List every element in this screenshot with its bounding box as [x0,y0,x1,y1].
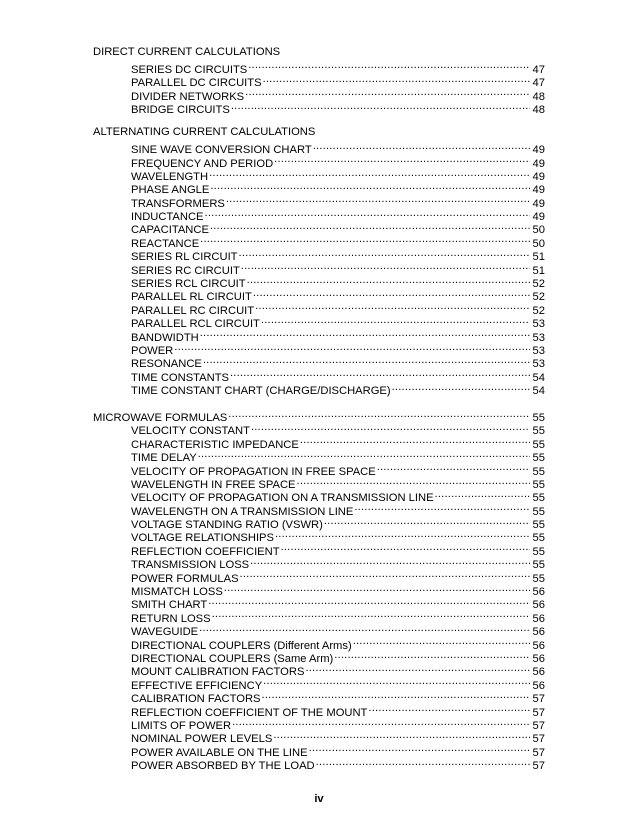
entry-label: SERIES RCL CIRCUIT [131,278,246,291]
dot-leader [261,314,530,327]
entry-page: 53 [532,358,545,371]
dot-leader [253,287,530,300]
toc-section-microwave [93,408,545,773]
entry-label: TRANSFORMERS [131,197,225,210]
entry-label: WAVELENGTH [131,170,209,183]
entry-page: 47 [532,63,545,76]
entry-label: POWER FORMULAS [131,572,239,585]
entry-label: SMITH CHART [131,599,208,612]
table-of-contents [93,46,545,773]
dot-leader [354,501,530,514]
entry-label: DIVIDER NETWORKS [131,90,245,103]
entry-page: 55 [532,505,545,518]
dot-leader [174,341,530,354]
entry-label: PARALLEL RCL CIRCUIT [131,318,260,331]
entry-label: VELOCITY OF PROPAGATION ON A TRANSMISSION LINE [131,492,434,505]
dot-leader [210,180,530,193]
entry-page: 56 [532,612,545,625]
dot-leader [392,381,530,394]
dot-leader [297,475,530,488]
dot-leader [232,716,530,729]
dot-leader [205,207,530,220]
entry-page: 55 [532,532,545,545]
entry-page: 55 [532,559,545,572]
dot-leader [300,434,530,447]
entry-label: BRIDGE CIRCUITS [131,103,230,116]
dot-leader [273,729,530,742]
entry-label: TIME CONSTANT CHART (CHARGE/DISCHARGE) [131,385,391,398]
entry-label: RETURN LOSS [131,612,211,625]
entry-label: INDUCTANCE [131,211,204,224]
entry-label: VOLTAGE RELATIONSHIPS [131,532,274,545]
entry-label: TRANSMISSION LOSS [131,559,250,572]
entry-page: 49 [532,144,545,157]
dot-leader [334,649,530,662]
entry-page: 47 [532,77,545,90]
entry-label: WAVELENGTH ON A TRANSMISSION LINE [131,505,354,518]
entry-label: VELOCITY OF PROPAGATION IN FREE SPACE [131,465,376,478]
entry-page: 56 [532,639,545,652]
entry-page: 49 [532,197,545,210]
entry-page: 55 [532,452,545,465]
entry-page: 49 [532,170,545,183]
entry-label: FREQUENCY AND PERIOD [131,157,274,170]
dot-leader [212,608,530,621]
entry-label: BANDWIDTH [131,331,199,344]
entry-label: REACTANCE [131,237,200,250]
entry-label: PARALLEL RC CIRCUIT [131,304,255,317]
entry-page: 57 [532,693,545,706]
toc-entry[interactable] [93,140,545,157]
dot-leader [281,541,530,554]
entry-page: 52 [532,291,545,304]
dot-leader [203,354,530,367]
entry-label: CAPACITANCE [131,224,209,237]
entry-label: PARALLEL DC CIRCUITS [131,77,262,90]
dot-leader [240,568,530,581]
dot-leader [209,167,530,180]
entry-page: 56 [532,626,545,639]
entry-label: REFLECTION COEFFICIENT OF THE MOUNT [131,706,368,719]
entry-page: 56 [532,599,545,612]
entry-page: 48 [532,103,545,116]
dot-leader [228,408,530,421]
dot-leader [313,140,530,153]
dot-leader [241,260,530,273]
entry-page: 48 [532,90,545,103]
entry-page: 49 [532,184,545,197]
dot-leader [208,595,530,608]
dot-leader [316,756,530,769]
entry-page: 56 [532,652,545,665]
entry-page: 57 [532,733,545,746]
entry-page: 50 [532,237,545,250]
entry-page: 55 [532,478,545,491]
entry-page: 52 [532,278,545,291]
entry-label: POWER AVAILABLE ON THE LINE [131,746,308,759]
entry-label: CHARACTERISTIC IMPEDANCE [131,438,299,451]
entry-page: 55 [532,519,545,532]
dot-leader [255,300,530,313]
entry-label: TIME CONSTANTS [131,371,229,384]
entry-label: DIRECTIONAL COUPLERS (Same Arm) [131,652,334,665]
dot-leader [305,662,530,675]
entry-page: 56 [532,586,545,599]
entry-page: 53 [532,318,545,331]
section-title: ALTERNATING CURRENT CALCULATIONS [93,126,316,139]
entry-page: 49 [532,211,545,224]
entry-page: 55 [532,572,545,585]
entry-label: MOUNT CALIBRATION FACTORS [131,666,305,679]
entry-label: VOLTAGE STANDING RATIO (VSWR) [131,519,323,532]
entry-label: EFFECTIVE EFFICIENCY [131,679,263,692]
toc-section-alternating-current [93,126,545,398]
dot-leader [251,421,530,434]
dot-leader [210,220,530,233]
entry-page: 49 [532,157,545,170]
entry-label: WAVELENGTH IN FREE SPACE [131,478,296,491]
entry-label: TIME DELAY [131,452,197,465]
entry-page: 57 [532,746,545,759]
entry-label: SINE WAVE CONVERSION CHART [131,144,312,157]
entry-label: SERIES RL CIRCUIT [131,251,238,264]
entry-page: 51 [532,251,545,264]
entry-page: 55 [532,425,545,438]
dot-leader [230,367,530,380]
dot-leader [239,247,530,260]
dot-leader [250,555,530,568]
entry-page: 55 [532,465,545,478]
dot-leader [248,59,530,72]
entry-label: SERIES RC CIRCUIT [131,264,240,277]
dot-leader [275,528,530,541]
entry-page: 57 [532,719,545,732]
entry-label: POWER ABSORBED BY THE LOAD [131,760,315,773]
entry-page: 57 [532,706,545,719]
dot-leader [200,233,530,246]
dot-leader [263,675,530,688]
toc-entry[interactable] [93,59,545,76]
section-title: DIRECT CURRENT CALCULATIONS [93,46,281,58]
entry-label: PARALLEL RL CIRCUIT [131,291,252,304]
entry-page: 54 [532,371,545,384]
dot-leader [353,635,530,648]
dot-leader [435,488,530,501]
entry-page: 53 [532,331,545,344]
entry-label: WAVEGUIDE [131,626,199,639]
toc-entry-heading[interactable] [93,408,545,424]
dot-leader [226,193,530,206]
entry-page: 56 [532,679,545,692]
entry-page: 55 [532,492,545,505]
toc-section-direct-current [93,46,545,116]
entry-label: RESONANCE [131,358,202,371]
entry-page: 52 [532,304,545,317]
dot-leader [231,100,530,113]
entry-page: 56 [532,666,545,679]
dot-leader [224,582,530,595]
entry-label: MISMATCH LOSS [131,586,223,599]
dot-leader [377,461,530,474]
dot-leader [263,73,530,86]
dot-leader [245,86,530,99]
entry-label: DIRECTIONAL COUPLERS (Different Arms) [131,639,352,652]
dot-leader [274,153,530,166]
entry-page: 54 [532,385,545,398]
entry-label: POWER [131,344,174,357]
entry-page: 55 [532,545,545,558]
entry-label: CALIBRATION FACTORS [131,693,261,706]
page-number: iv [314,793,324,805]
entry-label: LIMITS OF POWER [131,719,232,732]
dot-leader [247,274,530,287]
dot-leader [324,515,530,528]
entry-label: NOMINAL POWER LEVELS [131,733,273,746]
dot-leader [368,702,530,715]
dot-leader [198,448,530,461]
entry-page: 51 [532,264,545,277]
dot-leader [200,327,530,340]
entry-page: 53 [532,344,545,357]
entry-label: REFLECTION COEFFICIENT [131,545,280,558]
entry-label: PHASE ANGLE [131,184,210,197]
entry-page: 57 [532,760,545,773]
entry-label: VELOCITY CONSTANT [131,425,250,438]
entry-page: 50 [532,224,545,237]
dot-leader [262,689,530,702]
entry-label: SERIES DC CIRCUITS [131,63,248,76]
entry-page: 55 [532,411,545,424]
entry-page: 55 [532,438,545,451]
dot-leader [199,622,530,635]
section-title: MICROWAVE FORMULAS [93,411,228,424]
dot-leader [309,742,530,755]
